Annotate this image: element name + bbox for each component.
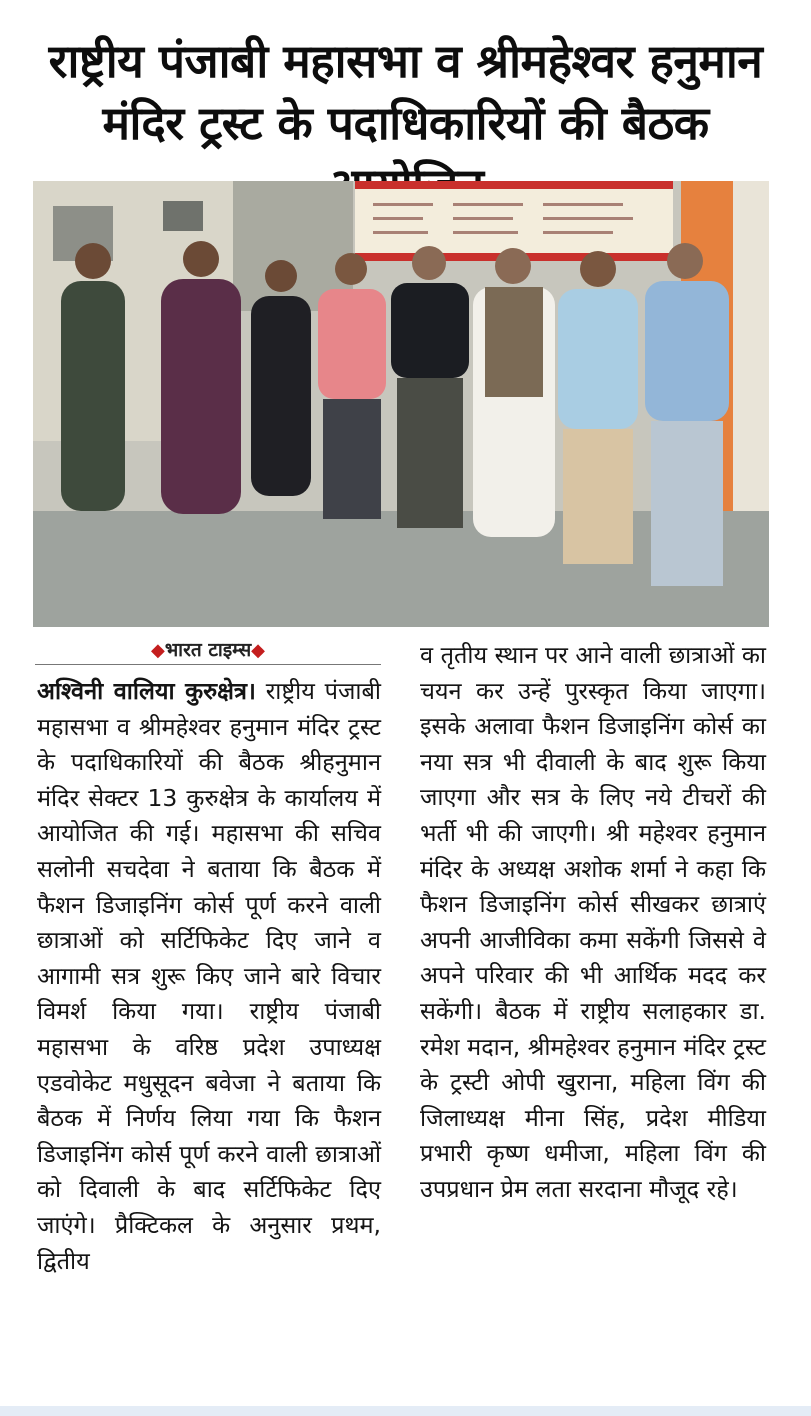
article-column-left (37, 674, 381, 1279)
group-photo-illustration (33, 181, 769, 627)
group-photo (33, 181, 769, 627)
article-text-right: व तृतीय स्थान पर आने वाली छात्राओं का चयन कर उन्हें पुरस्कृत किया जाएगा। इसके अलावा फैशन डिजाइनिंग कोर्स का नया सत्र भी दीवाली के बाद शुरू किया जाएगा और सत्र के लिए नये टीचरों की भर्ती भी की जाएगी। श्री महेश्वर हनुमान मंदिर के अध्यक्ष अशोक शर्मा ने कहा कि फैशन डिजाइनिंग कोर्स सीखकर छात्राएं अपनी आजीविका कमा सकेंगी जिससे वे अपने परिवार की भी आर्थिक मदद कर सकेंगी। बैठक में राष्ट्रीय सलाहकार डा. रमेश मदान, श्रीमहेश्वर हनुमान मंदिर ट्रस्ट के ट्रस्टी ओपी खुराना, महिला विंग की जिलाध्यक्ष मीना सिंह, प्रदेश मीडिया प्रभारी कृष्ण धमीजा, महिला विंग की उपप्रधान प्रेम लता सरदाना मौजूद रहे। (420, 641, 766, 1203)
article-column-right (420, 638, 766, 1208)
diamond-right-icon: ◆ (251, 640, 266, 661)
byline: अश्विनी वालिया कुरुक्षेत्र। (37, 677, 256, 705)
headline-line-1: राष्ट्रीय पंजाबी महासभा व श्रीमहेश्वर हनुमान (48, 34, 763, 88)
diamond-left-icon: ◆ (150, 640, 165, 661)
bottom-band (0, 1406, 811, 1416)
source-name: भारत टाइम्स (164, 639, 252, 661)
article-text-left: राष्ट्रीय पंजाबी महासभा व श्रीमहेश्वर हनुमान मंदिर ट्रस्ट के पदाधिकारियों की बैठक श्रीहनुमान मंदिर सेक्टर 13 कुरुक्षेत्र के कार्यालय में आयोजित की गई। महासभा की सचिव सलोनी सचदेवा ने बताया कि बैठक में फैशन डिजाइनिंग कोर्स पूर्ण करने वाली छात्राओं को सर्टिफिकेट दिए जाने व आगामी सत्र शुरू किए जाने बारे विचार विमर्श किया गया। राष्ट्रीय पंजाबी महासभा के वरिष्ठ प्रदेश उपाध्यक्ष एडवोकेट मधुसूदन बवेजा ने बताया कि बैठक में निर्णय लिया गया कि फैशन डिजाइनिंग कोर्स पूर्ण करने वाली छात्राओं को दिवाली के बाद सर्टिफिकेट दिए जाएंगे। प्रैक्टिकल के अनुसार प्रथम, द्वितीय (37, 677, 381, 1275)
headline-line-2: मंदिर ट्रस्ट के पदाधिकारियों की बैठक (102, 96, 709, 150)
source-divider (35, 664, 381, 665)
source-tag (35, 636, 381, 662)
